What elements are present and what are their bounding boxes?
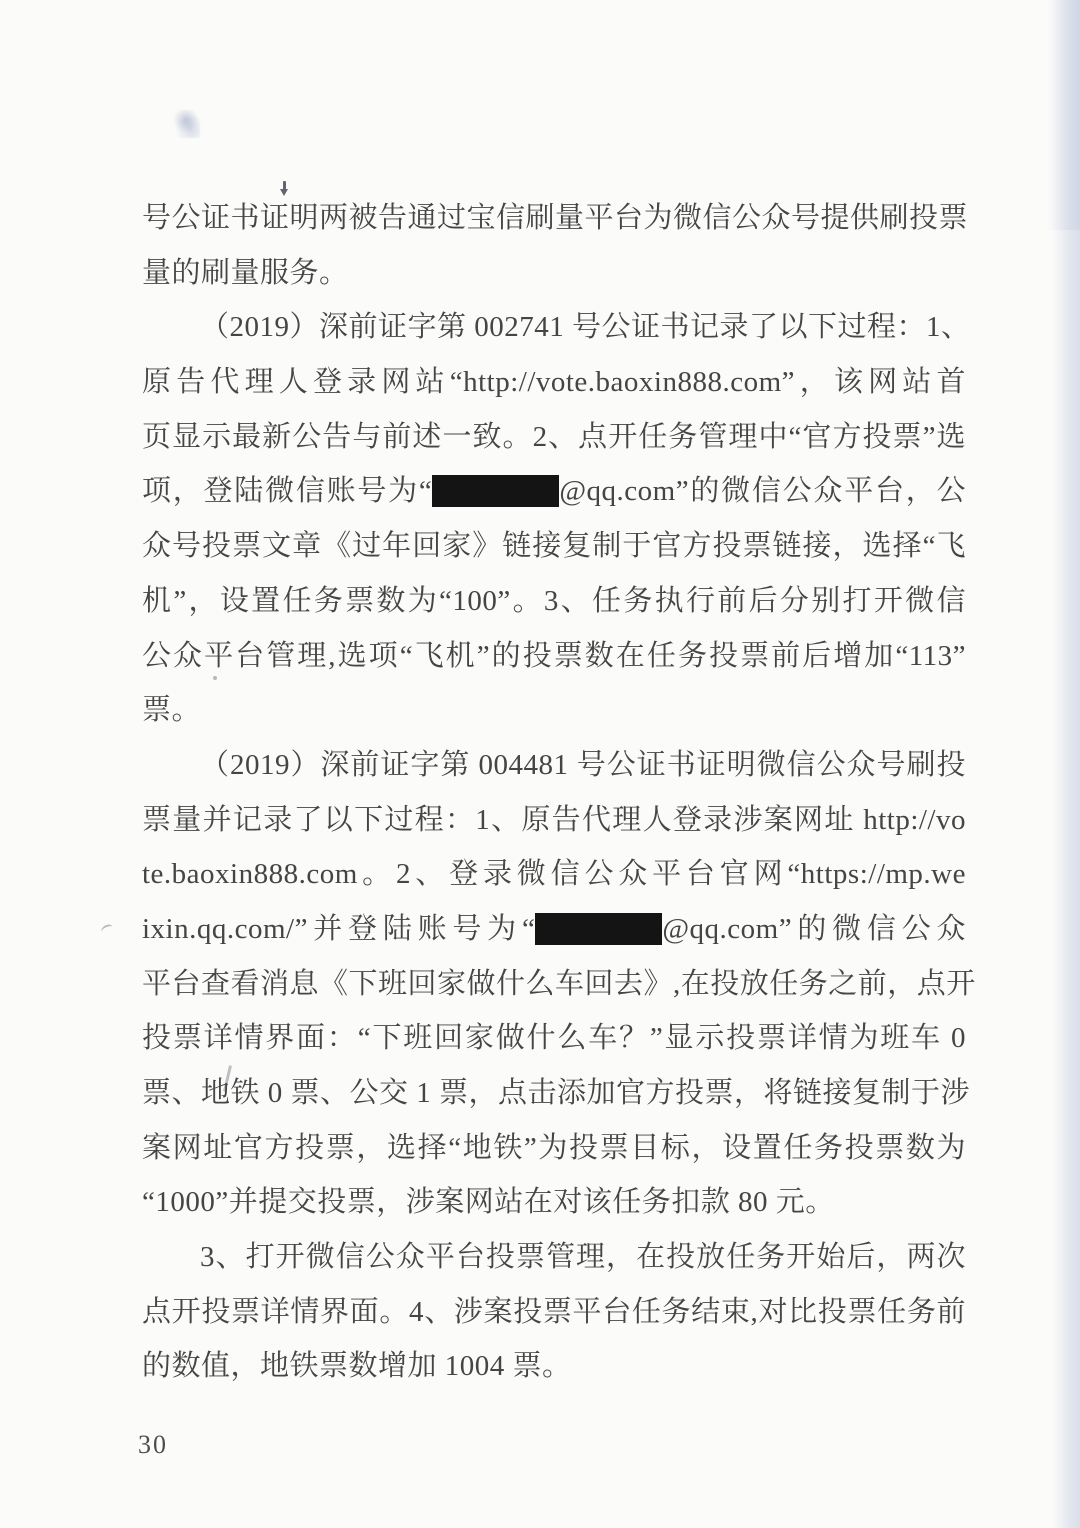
text-line: 公众平台管理,选项“飞机”的投票数在任务投票前后增加“113”	[142, 639, 966, 672]
text-line: 机”，设置任务票数为“100”。3、任务执行前后分别打开微信	[142, 584, 966, 617]
text-line: 投票详情界面：“下班回家做什么车？”显示投票详情为班车 0	[142, 1022, 966, 1055]
text-line	[142, 902, 966, 957]
text-line: te.baoxin888.com。2、登录微信公众平台官网“https://mp.we	[142, 858, 966, 891]
text-line: 号公证书证明两被告通过宝信刷量平台为微信公众号提供刷投票	[142, 202, 969, 234]
text-line: 平台查看消息《下班回家做什么车回去》,在投放任务之前，点开	[142, 967, 976, 1000]
document-text	[142, 191, 976, 1394]
text-segment: @qq.com”的微信公众平台，公	[559, 475, 966, 508]
text-line	[142, 464, 966, 519]
text-segment: 项，登陆微信账号为“	[142, 475, 433, 508]
text-line: 票、地铁 0 票、公交 1 票，点击添加官方投票，将链接复制于涉	[142, 1077, 971, 1109]
text-line: 票。	[142, 694, 202, 727]
redaction-box	[535, 913, 662, 945]
scan-artifact-smudge	[174, 110, 200, 138]
text-line: 众号投票文章《过年回家》链接复制于官方投票链接，选择“飞	[142, 530, 966, 563]
text-segment: ixin.qq.com/”并登陆账号为“	[142, 912, 536, 945]
page-number: 30	[138, 1430, 168, 1459]
text-line: （2019）深前证字第 002741 号公证书记录了以下过程：1、	[200, 311, 971, 344]
text-segment: @qq.com”的微信公众	[662, 912, 966, 945]
scan-artifact-squiggle	[100, 923, 114, 935]
text-line: 点开投票详情界面。4、涉案投票平台任务结束,对比投票任务前	[142, 1295, 966, 1328]
text-line: 原告代理人登录网站“http://vote.baoxin888.com”，该网站首	[142, 366, 966, 399]
text-line: 案网址官方投票，选择“地铁”为投票目标，设置任务投票数为	[142, 1131, 966, 1164]
redaction-box	[432, 475, 559, 507]
text-line: 票量并记录了以下过程：1、原告代理人登录涉案网址 http://vo	[142, 803, 966, 836]
text-line: 页显示最新公告与前述一致。2、点开任务管理中“官方投票”选	[142, 420, 966, 453]
text-line: 量的刷量服务。	[142, 256, 349, 289]
text-line: 3、打开微信公众平台投票管理，在投放任务开始后，两次	[200, 1241, 966, 1274]
scan-edge-shadow-top	[1046, 0, 1080, 230]
scan-artifact-arrow-stem	[283, 181, 286, 190]
text-line: “1000”并提交投票，涉案网站在对该任务扣款 80 元。	[142, 1186, 835, 1219]
text-line: 的数值，地铁票数增加 1004 票。	[142, 1350, 572, 1383]
text-line: （2019）深前证字第 004481 号公证书证明微信公众号刷投	[200, 748, 966, 781]
